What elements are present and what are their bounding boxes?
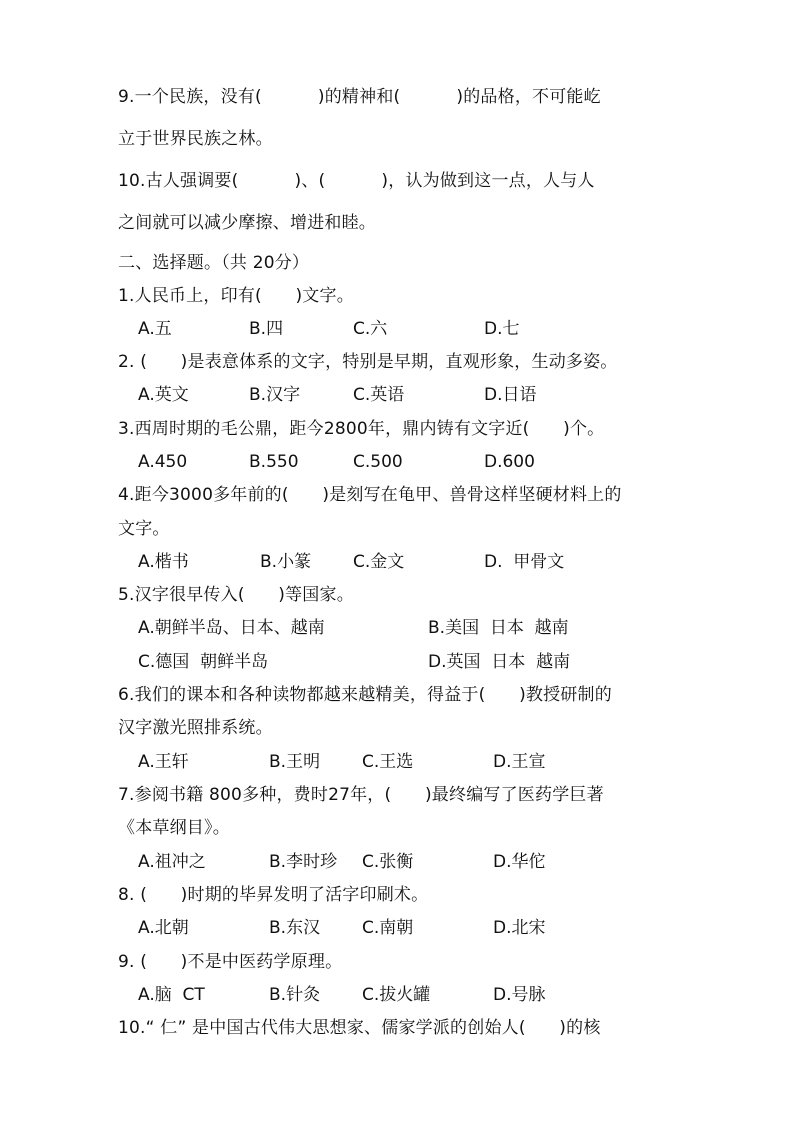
q2-option-d: D.日语 (484, 385, 537, 405)
question-4-line1: 4.距今3000多年前的( )是刻写在龟甲、兽骨这样坚硬材料上的 (118, 485, 622, 505)
question-7-line1: 7.参阅书籍 800多种，费时27年，( )最终编写了医药学巨著 (118, 785, 604, 805)
question-8: 8. ( )时期的毕昇发明了活字印刷术。 (118, 885, 429, 905)
q9-option-b: B.针灸 (269, 985, 321, 1005)
q7-option-d: D.华佗 (493, 852, 546, 872)
q8-option-b: B.东汉 (269, 918, 321, 938)
q1-option-c: C.六 (353, 319, 388, 339)
q7-option-a: A.祖冲之 (138, 852, 206, 872)
fill-blank-q10-line2: 之间就可以减少摩擦、增进和睦。 (118, 213, 376, 233)
q2-option-b: B.汉字 (249, 385, 301, 405)
q7-option-c: C.张衡 (362, 852, 414, 872)
q6-option-a: A.王轩 (138, 752, 189, 772)
question-6-line1: 6.我们的课本和各种读物都越来越精美，得益于( )教授研制的 (118, 685, 612, 705)
question-10: 10.“ 仁” 是中国古代伟大思想家、儒家学派的创始人( )的核 (118, 1018, 601, 1038)
question-1: 1.人民币上，印有( )文字。 (118, 286, 354, 306)
fill-blank-q10-line1: 10.古人强调要( )、( )，认为做到这一点，人与人 (118, 171, 595, 191)
q3-option-d: D.600 (484, 452, 535, 472)
question-7-line2: 《本草纲目》。 (118, 818, 230, 838)
question-9: 9. ( )不是中医药学原理。 (118, 952, 343, 972)
q1-option-a: A.五 (138, 319, 172, 339)
q6-option-c: C.王选 (362, 752, 414, 772)
q5-option-d: D.英国 日本 越南 (428, 652, 571, 672)
q5-option-a: A.朝鲜半岛、日本、越南 (138, 618, 325, 638)
q8-option-d: D.北宋 (493, 918, 546, 938)
q2-option-a: A.英文 (138, 385, 189, 405)
q6-option-b: B.王明 (269, 752, 321, 772)
question-2: 2. ( )是表意体系的文字，特别是早期，直观形象，生动多姿。 (118, 352, 618, 372)
q9-option-a: A.脑 CT (138, 985, 205, 1005)
q3-option-c: C.500 (353, 452, 403, 472)
question-3: 3.西周时期的毛公鼎，距今2800年，鼎内铸有文字近( )个。 (118, 419, 605, 439)
q4-option-c: C.金文 (353, 552, 405, 572)
q3-option-b: B.550 (249, 452, 299, 472)
fill-blank-q9-line1: 9.一个民族，没有( )的精神和( )的品格，不可能屹 (118, 87, 601, 107)
q5-option-b: B.美国 日本 越南 (428, 618, 569, 638)
q2-option-c: C.英语 (353, 385, 405, 405)
question-4-line2: 文字。 (118, 519, 170, 539)
q9-option-c: C.拔火罐 (362, 985, 431, 1005)
q4-option-a: A.楷书 (138, 552, 189, 572)
q5-option-c: C.德国 朝鲜半岛 (138, 652, 269, 672)
q8-option-c: C.南朝 (362, 918, 414, 938)
question-6-line2: 汉字激光照排系统。 (118, 718, 273, 738)
q8-option-a: A.北朝 (138, 918, 189, 938)
q9-option-d: D.号脉 (493, 985, 546, 1005)
q4-option-b: B.小篆 (260, 552, 312, 572)
q1-option-b: B.四 (249, 319, 284, 339)
q3-option-a: A.450 (138, 452, 188, 472)
q1-option-d: D.七 (484, 319, 520, 339)
question-5: 5.汉字很早传入( )等国家。 (118, 585, 354, 605)
q6-option-d: D.王宣 (493, 752, 546, 772)
q4-option-d: D. 甲骨文 (484, 552, 565, 572)
q7-option-b: B.李时珍 (269, 852, 338, 872)
fill-blank-q9-line2: 立于世界民族之林。 (118, 129, 273, 149)
section-heading: 二、选择题。（共 20分） (118, 253, 310, 273)
